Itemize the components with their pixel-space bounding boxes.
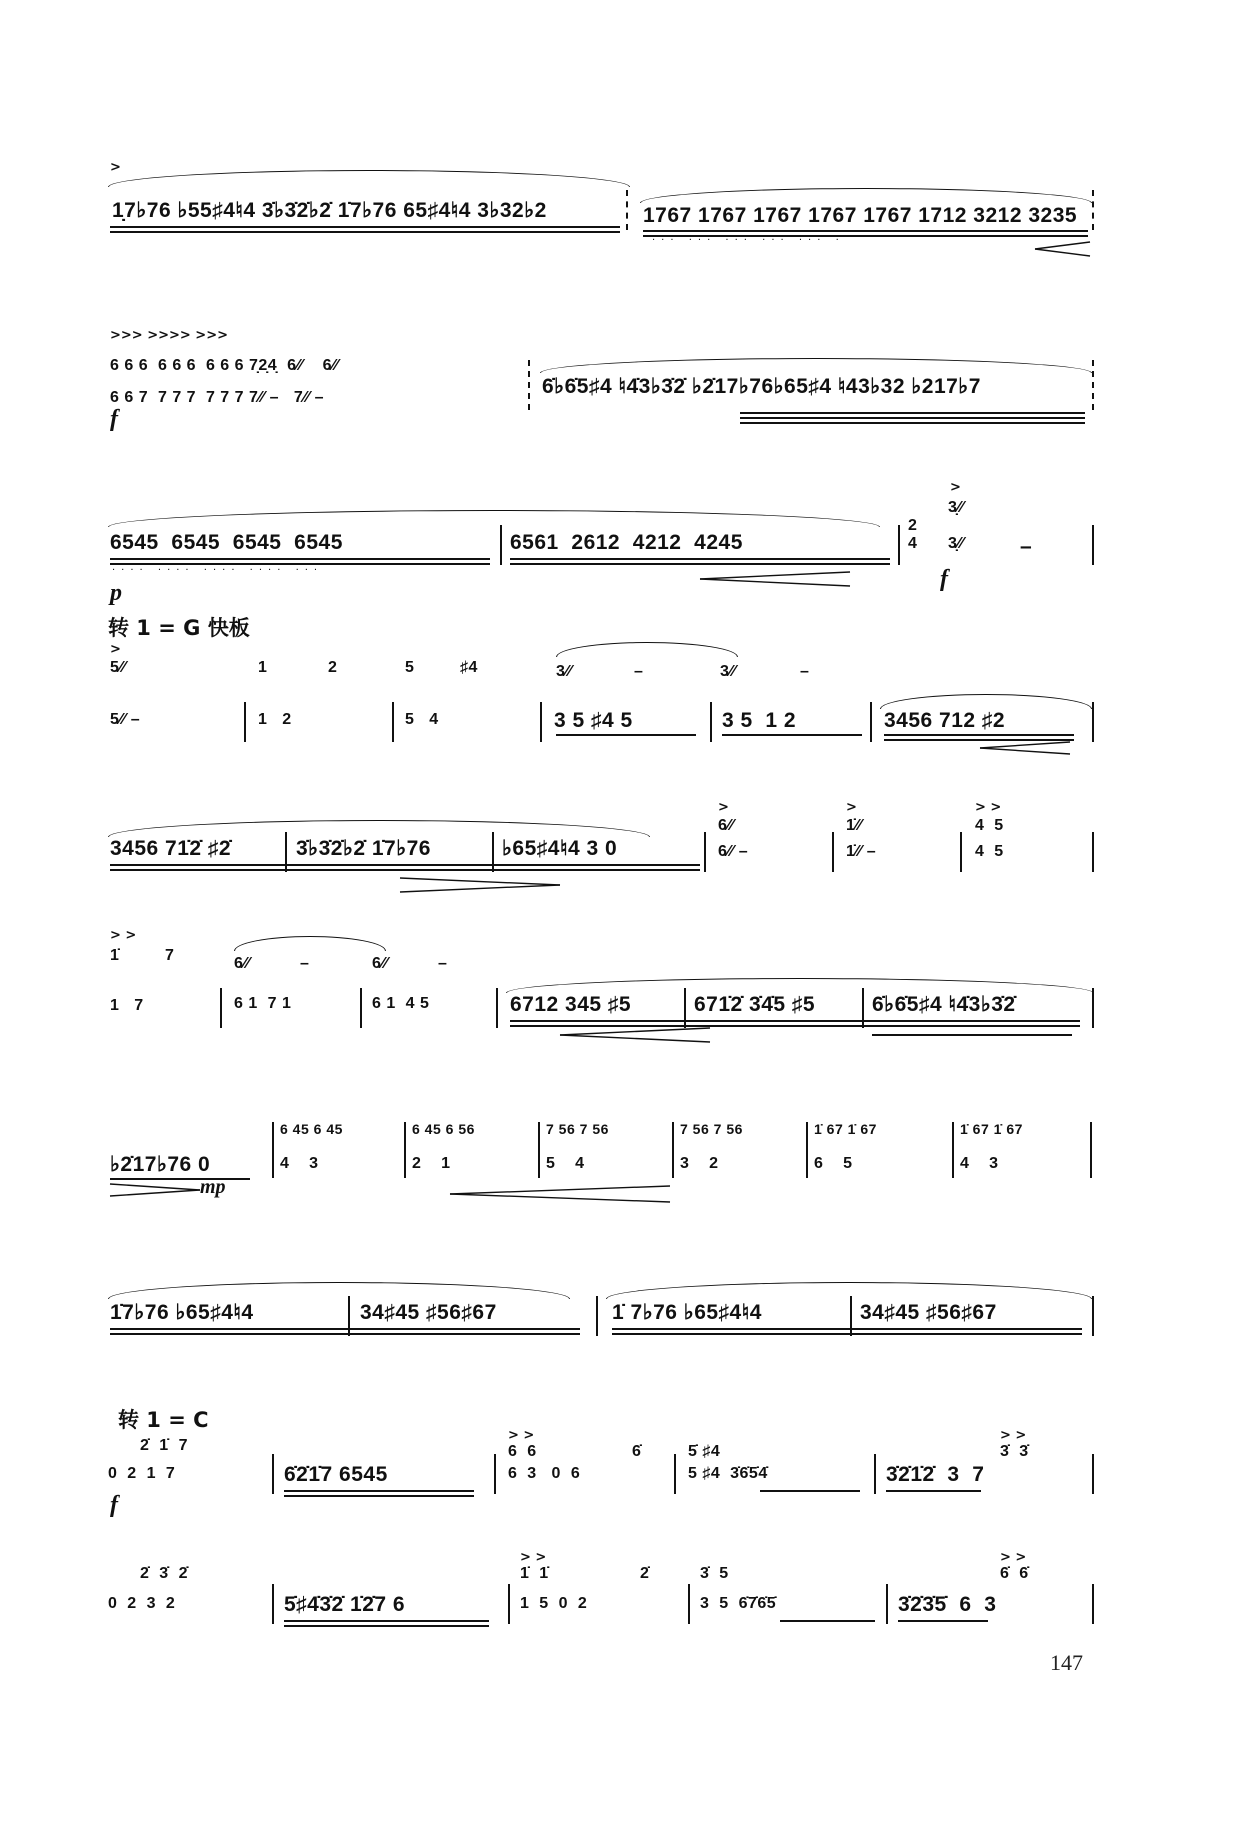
slur	[108, 820, 650, 837]
barline	[500, 525, 502, 565]
barline	[832, 832, 834, 872]
barline	[272, 1122, 274, 1178]
accent-mark: >	[110, 160, 121, 175]
underline	[722, 734, 862, 736]
barline	[806, 1122, 808, 1178]
melody-segment: 6712 345 ♯5	[510, 993, 632, 1016]
underline	[284, 1620, 489, 1622]
top-row: 7 56 7 56	[680, 1121, 743, 1137]
accent-mark: >	[846, 800, 857, 815]
melody-segment: 6̇♭6̇5♯4 ♮4̇3♭3̇2̇ ♭2̇17♭76♭65♯4 ♮43♭32 ♭217♭7	[542, 375, 981, 398]
dynamic-piano: p	[110, 580, 122, 606]
underline	[612, 1328, 1082, 1330]
dashed-barline	[1092, 190, 1094, 230]
bottom-row: 6 3 0 6	[508, 1465, 581, 1482]
chord-top-row: 6 6 6 6 6 6 6 6 6 7̣2̣4̣ 6⁄⁄ 6⁄⁄	[110, 357, 339, 374]
bottom-row: 4 3	[960, 1155, 999, 1172]
melody-segment: 3456 71̇2̇ ♯2̇	[110, 837, 232, 860]
underline	[510, 1020, 1080, 1022]
dynamic-mezzo-piano: mp	[200, 1176, 226, 1198]
top-row-note: –	[438, 955, 448, 972]
melody-segment: 6̇♭6̇5♯4 ♮4̇3♭3̇2̇	[872, 993, 1016, 1016]
slur	[880, 694, 1092, 709]
top-row-note: 7	[165, 947, 175, 964]
underline	[886, 1490, 981, 1492]
crescendo-hairpin	[1035, 242, 1090, 256]
slur	[234, 936, 386, 951]
page-number: 147	[1050, 1650, 1083, 1675]
top-row: 6 6	[508, 1443, 537, 1460]
accent-mark: >	[110, 642, 121, 657]
chord-top: 1̇⁄⁄	[846, 817, 862, 834]
bottom-row: 5 4	[405, 711, 439, 728]
barline	[672, 1122, 674, 1178]
barline	[870, 702, 872, 742]
barline	[1090, 1122, 1092, 1178]
top-row-note: 5⁄⁄	[110, 659, 126, 676]
underline	[556, 734, 696, 736]
accent-mark: >	[718, 800, 729, 815]
melody-segment: 6̇2̇1̇7 6545	[284, 1463, 388, 1486]
bottom-row: 1 7	[110, 997, 144, 1014]
underline	[110, 869, 700, 871]
underline	[110, 231, 620, 233]
accent-marks: > >	[110, 928, 137, 943]
accent-marks: >>> >>>> >>>	[110, 328, 228, 343]
top-row-note: 2	[328, 659, 338, 676]
barline	[862, 988, 864, 1028]
barline	[494, 1454, 496, 1494]
crescendo-hairpin	[700, 572, 850, 586]
top-row: 6̇ 6̇	[1000, 1565, 1029, 1582]
top-row: 1̇ 1̇	[520, 1565, 549, 1582]
barline	[596, 1296, 598, 1336]
melody-segment: 6561 2612 4212 4245	[510, 531, 743, 554]
underline	[740, 422, 1085, 424]
barline	[348, 1296, 350, 1336]
barline	[684, 988, 686, 1028]
barline	[540, 702, 542, 742]
bottom-row: 1 5 0 2	[520, 1595, 588, 1612]
melody-segment: 3̇2̇1̇2̇ 3 7	[886, 1463, 985, 1486]
slur	[108, 510, 880, 527]
barline	[886, 1584, 888, 1624]
underline	[284, 1495, 474, 1497]
bottom-row: 5 4	[546, 1155, 585, 1172]
underline	[884, 739, 1074, 741]
top-row-note: 1̇	[110, 947, 120, 964]
bottom-row: 3 5 ♯4 5	[554, 709, 633, 732]
bottom-row: 4 3	[280, 1155, 319, 1172]
underline	[110, 1333, 580, 1335]
melody-segment: 34♯45 ♯56♯67	[860, 1301, 997, 1324]
barline	[952, 1122, 954, 1178]
barline	[688, 1584, 690, 1624]
barline	[220, 988, 222, 1028]
chord-bottom: 4 5	[975, 843, 1004, 860]
top-row-note: 6⁄⁄	[234, 955, 250, 972]
underline	[110, 1178, 250, 1180]
top-row: 5̇ ♯4	[688, 1443, 721, 1460]
rest-dash: –	[1020, 535, 1033, 558]
top-row-note: 6⁄⁄	[372, 955, 388, 972]
slur	[606, 1282, 1092, 1299]
chord-bottom: 3̣⁄⁄	[948, 535, 964, 552]
barline	[496, 988, 498, 1028]
slur	[556, 642, 738, 657]
barline	[1092, 702, 1094, 742]
melody-segment: ♭65♯4♮4 3 0	[502, 837, 618, 860]
accent-marks: > >	[1000, 1550, 1027, 1565]
dynamic-forte: f	[110, 1492, 118, 1518]
barline	[1092, 988, 1094, 1028]
underline	[110, 558, 490, 560]
underline	[284, 1490, 474, 1492]
melody-segment: 6545 6545 6545 6545	[110, 531, 343, 554]
top-row-note: ♯4	[460, 659, 478, 676]
bottom-row: 2 1	[412, 1155, 451, 1172]
dashed-barline	[1092, 360, 1094, 410]
barline	[272, 1584, 274, 1624]
bottom-row: 3 5 1 2	[722, 709, 797, 732]
barline	[1092, 1454, 1094, 1494]
melody-segment: ♭2̇17♭76 0	[110, 1153, 211, 1176]
underline	[510, 563, 890, 565]
top-row: 7 56 7 56	[546, 1121, 609, 1137]
crescendo-hairpin	[450, 1186, 670, 1202]
top-row: 3̇ 3̇	[1000, 1443, 1029, 1460]
melody-segment: 1̇7♭76 ♭65♯4♮4	[110, 1301, 254, 1324]
melody-segment: 671̇2̇ 3̇4̇5 ♯5	[694, 993, 816, 1016]
crescendo-hairpin	[560, 1028, 710, 1042]
decrescendo-hairpin	[400, 878, 560, 892]
barline	[244, 702, 246, 742]
bottom-row: 0 2 1 7	[108, 1465, 176, 1482]
underline	[110, 226, 620, 228]
accent-marks: > >	[520, 1550, 547, 1565]
top-row: 2̇	[640, 1565, 650, 1582]
barline	[508, 1584, 510, 1624]
barline	[360, 988, 362, 1028]
barline	[538, 1122, 540, 1178]
top-row: 1̇ 67 1̇ 67	[960, 1121, 1023, 1137]
barline	[392, 702, 394, 742]
melody-segment: 5̇♯4̇3̇2̇ 1̇2̇7 6	[284, 1593, 406, 1616]
bottom-row: 0 2 3 2	[108, 1595, 176, 1612]
underline	[872, 1034, 1072, 1036]
bottom-row: 1 2	[258, 711, 292, 728]
underline	[760, 1490, 860, 1492]
barline	[404, 1122, 406, 1178]
underline	[612, 1333, 1082, 1335]
dashed-barline	[626, 190, 628, 230]
top-row: 6 45 6 45	[280, 1121, 343, 1137]
top-row: 1̇ 67 1̇ 67	[814, 1121, 877, 1137]
barline	[1092, 1584, 1094, 1624]
top-row-note: 3⁄⁄	[720, 663, 736, 680]
chord-top: 3̣⁄⁄	[948, 499, 964, 516]
underline	[510, 1025, 1080, 1027]
slur	[108, 1282, 570, 1299]
top-row: 6 45 6 56	[412, 1121, 475, 1137]
barline	[960, 832, 962, 872]
barline	[674, 1454, 676, 1494]
underline	[284, 1625, 489, 1627]
decrescendo-hairpin	[110, 1184, 200, 1196]
top-row: 6̇	[632, 1443, 642, 1460]
slur	[640, 188, 1092, 203]
underline	[740, 412, 1085, 414]
barline	[492, 832, 494, 872]
melody-segment: 34♯45 ♯56♯67	[360, 1301, 497, 1324]
underline	[780, 1620, 875, 1622]
underline	[110, 1328, 580, 1330]
accent-mark: >	[950, 480, 961, 495]
barline	[1092, 832, 1094, 872]
underline	[110, 864, 700, 866]
accent-marks: > >	[508, 1428, 535, 1443]
bottom-row: 6 5	[814, 1155, 853, 1172]
bottom-row: 5 ♯4 3̇6̇5̇4̇	[688, 1465, 768, 1482]
underline	[884, 734, 1074, 736]
crescendo-hairpin	[980, 742, 1070, 754]
top-row-note: –	[634, 663, 644, 680]
slur	[108, 170, 630, 187]
chord-bottom: 1̇⁄⁄ –	[846, 843, 877, 860]
dynamic-forte: f	[110, 406, 118, 432]
time-signature-bottom: 4	[908, 535, 918, 552]
melody-segment: 1̣7♭76 ♭55♯4♮4 3̇♭3̇2̇♭2̇ 1̇7♭76 65♯4♮4 3♭32♭2	[112, 199, 547, 222]
barline	[285, 832, 287, 872]
accent-marks: > >	[1000, 1428, 1027, 1443]
bottom-row: 3 5 6̇7̇6̇5̇	[700, 1595, 777, 1612]
chord-bottom-row: 6 6 7 7 7 7 7 7 7 7⁄⁄ – 7⁄⁄ –	[110, 389, 324, 406]
top-row-note: –	[300, 955, 310, 972]
key-change-label: 转 1 = C	[118, 1408, 209, 1432]
top-row: 3̇ 5	[700, 1565, 729, 1582]
top-row: 2̇ 1̇ 7	[140, 1437, 188, 1454]
chord-top: 4 5	[975, 817, 1004, 834]
top-row-note: 3⁄⁄	[556, 663, 572, 680]
octave-dots: ··· ··· ··· ··· ··· ·	[652, 235, 845, 246]
underline	[643, 230, 1088, 232]
bottom-row: 5⁄⁄ –	[110, 711, 141, 728]
bottom-row: 3456 712 ♯2	[884, 709, 1006, 732]
slur	[540, 358, 1092, 373]
barline	[272, 1454, 274, 1494]
octave-dots: ···· ···· ···· ···· ···	[112, 565, 324, 576]
time-signature-top: 2	[908, 517, 918, 534]
dynamic-forte: f	[940, 566, 948, 592]
bottom-row: 6 1 4 5	[372, 995, 430, 1012]
dashed-barline	[528, 360, 530, 410]
barline	[850, 1296, 852, 1336]
bottom-row: 6 1 7 1	[234, 995, 292, 1012]
melody-segment: 1767 1767 1767 1767 1767 1712 3212 3235	[643, 204, 1078, 227]
barline	[710, 702, 712, 742]
top-row-note: 5	[405, 659, 415, 676]
top-row-note: –	[800, 663, 810, 680]
underline	[898, 1620, 988, 1622]
barline	[898, 525, 900, 565]
chord-top: 6⁄⁄	[718, 817, 734, 834]
barline	[874, 1454, 876, 1494]
barline	[1092, 1296, 1094, 1336]
melody-segment: 1̇ 7♭76 ♭65♯4♮4	[612, 1301, 762, 1324]
chord-bottom: 6⁄⁄ –	[718, 843, 749, 860]
barline	[1092, 525, 1094, 565]
bottom-row: 3 2	[680, 1155, 719, 1172]
key-change-label: 转 1 = G 快板	[108, 616, 250, 640]
melody-segment: 3̇2̇3̇5̇ 6 3	[898, 1593, 997, 1616]
barline	[704, 832, 706, 872]
underline	[740, 417, 1085, 419]
underline	[510, 558, 890, 560]
melody-segment: 3̇♭3̇2̇♭2̇ 1̇7♭76	[296, 837, 431, 860]
top-row: 2̇ 3̇ 2̇	[140, 1565, 188, 1582]
accent-marks: > >	[975, 800, 1002, 815]
top-row-note: 1	[258, 659, 268, 676]
slur	[506, 978, 1094, 993]
